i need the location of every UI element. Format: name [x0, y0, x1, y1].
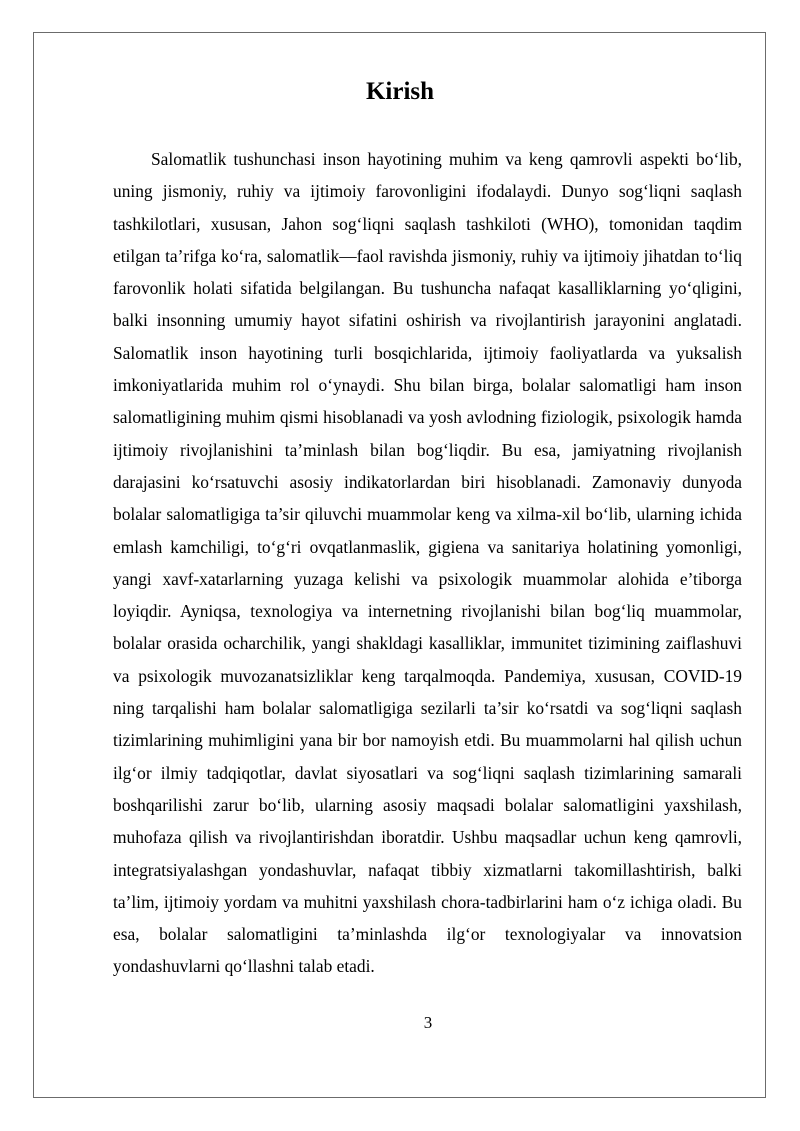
body-paragraph: Salomatlik tushunchasi inson hayotining muhim va keng qamrovli aspekti bo‘lib, uning jismoniy, ruhiy va ijtimoiy farovonligini ifodalaydi. Dunyo sog‘liqni saqlash tashkilotlari, xususan, Jahon sog‘liqni saqlash tashkiloti (WHO), tomonidan taqdim etilgan ta’rifga ko‘ra, salomatlik—faol ravishda jismoniy, ruhiy va ijtimoiy jihatdan to‘liq farovonlik holati sifatida belgilangan. Bu tushuncha nafaqat kasalliklarning yo‘qligini, balki insonning umumiy hayot sifatini oshirish va rivojlantirish jarayonini anglatadi. Salomatlik inson hayotining turli bosqichlarida, ijtimoiy faoliyatlarda va yuksalish imkoniyatlarida muhim rol o‘ynaydi. Shu bilan birga, bolalar salomatligi ham inson salomatligining muhim qismi hisoblanadi va yosh avlodning fiziologik, psixologik hamda ijtimoiy rivojlanishini ta’minlash bilan bog‘liqdir. Bu esa, jamiyatning rivojlanish darajasini ko‘rsatuvchi asosiy indikatorlardan biri hisoblanadi. Zamonaviy dunyoda bolalar salomatligiga ta’sir qiluvchi muammolar keng va xilma-xil bo‘lib, ularning ichida emlash kamchiligi, to‘g‘ri ovqatlanmaslik, gigiena va sanitariya holatining yomonligi, yangi xavf-xatarlarning yuzaga kelishi va psixologik muammolar alohida e’tiborga loyiqdir. Ayniqsa, texnologiya va internetning rivojlanishi bilan bog‘liq muammolar, bolalar orasida ocharchilik, yangi shakldagi kasalliklar, immunitet tizimining zaiflashuvi va psixologik muvozanatsizliklar keng tarqalmoqda. Pandemiya, xususan, COVID-19 ning tarqalishi ham bolalar salomatligiga sezilarli ta’sir ko‘rsatdi va sog‘liqni saqlash tizimlarining muhimligini yana bir bor namoyish etdi. Bu muammolarni hal qilish uchun ilg‘or ilmiy tadqiqotlar, davlat siyosatlari va sog‘liqni saqlash tizimlarining samarali boshqarilishi zarur bo‘lib, ularning asosiy maqsadi bolalar salomatligini yaxshilash, muhofaza qilish va rivojlantirishdan iboratdir. Ushbu maqsadlar uchun keng qamrovli, integratsiyalashgan yondashuvlar, nafaqat tibbiy xizmatlarni takomillashtirish, balki ta’lim, ijtimoiy yordam va muhitni yaxshilash chora-tadbirlarini ham o‘z ichiga oladi. Bu esa, bolalar salomatligini ta’minlashda ilg‘or texnologiyalar va innovatsion yondashuvlarni qo‘llashni talab etadi. [113, 149, 742, 977]
page-number: 3 [423, 1013, 433, 1032]
section-heading: Kirish [365, 78, 435, 105]
